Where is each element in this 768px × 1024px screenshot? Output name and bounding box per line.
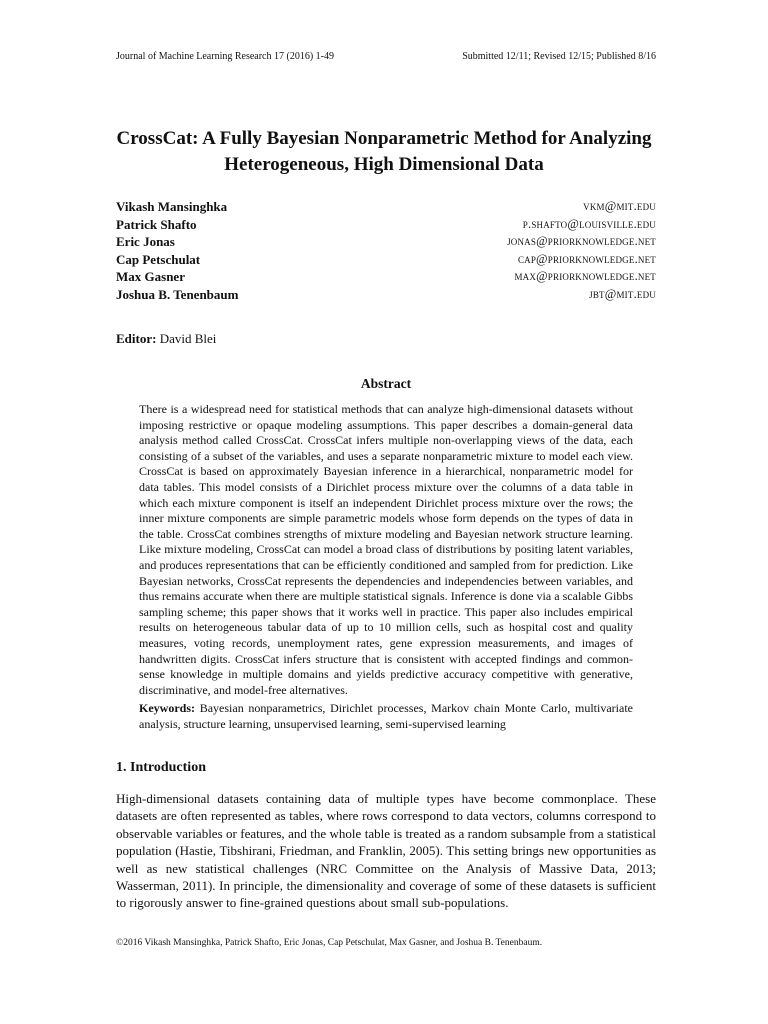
author-name: Max Gasner bbox=[116, 269, 185, 284]
abstract-text: There is a widespread need for statistical methods that can analyze high-dimensional datasets without imposing restrictive or opaque modeling assumptions. This paper describes a domain-general data analysis method called CrossCat. CrossCat infers multiple non-overlapping views of the data, each consisting of a subset of the variables, and uses a separate nonparametric mixture to model each view. CrossCat is based on approximately Bayesian inference in a hierarchical, nonparametric model for data tables. This model consists of a Dirichlet process mixture over the columns of a data table in which each mixture component is itself an independent Dirichlet process mixture over the rows; the inner mixture components are simple parametric models whose form depends on the types of data in the table. CrossCat combines strengths of mixture modeling and Bayesian network structure learning. Like mixture modeling, CrossCat can model a broad class of distributions by positing latent variables, and produces representations that can be efficiently conditioned and sampled from for prediction. Like Bayesian networks, CrossCat represents the dependencies and independencies between variables, and thus remains accurate when there are multiple statistical signals. Inference is done via a scalable Gibbs sampling scheme; this paper shows that it works well in practice. This paper also includes empirical results on heterogeneous tabular data of up to 10 million cells, such as hospital cost and quality measures, voting records, unemployment rates, gene expression measurements, and images of handwritten digits. CrossCat infers structure that is consistent with accepted findings and common-sense knowledge in multiple domains and yields predictive accuracy competitive with generative, discriminative, and model-free alternatives. bbox=[139, 402, 633, 697]
author-email: jonas@priorknowledge.net bbox=[507, 234, 656, 248]
title-line-2: Heterogeneous, High Dimensional Data bbox=[224, 154, 544, 175]
author-name: Patrick Shafto bbox=[116, 216, 197, 232]
author-row bbox=[116, 286, 656, 304]
keywords-label: Keywords: bbox=[139, 701, 195, 715]
editor-label: Editor: bbox=[116, 331, 157, 346]
author-row bbox=[116, 233, 656, 251]
author-row bbox=[116, 251, 656, 269]
introduction-text: High-dimensional datasets containing data of multiple types have become commonplace. These datasets are often represented as tables, where rows correspond to data vectors, columns correspond to observable variables or features, and the whole table is treated as a random subsample from a statistical population (Hastie, Tibshirani, Friedman, and Franklin, 2005). This setting brings new opportunities as well as new statistical challenges (NRC Committee on the Analysis of Massive Data, 2013; Wasserman, 2011). In principle, the dimensionality and coverage of some of these datasets is sufficient to rigorously answer to fine-grained questions about small sub-populations. bbox=[116, 791, 656, 911]
copyright-notice: ©2016 Vikash Mansinghka, Patrick Shafto, Eric Jonas, Cap Petschulat, Max Gasner, and Joshua B. Tenenbaum. bbox=[116, 938, 543, 948]
running-head bbox=[116, 51, 656, 62]
author-email: vkm@mit.edu bbox=[583, 199, 656, 213]
section-heading: 1. Introduction bbox=[116, 760, 206, 775]
editor-line bbox=[116, 331, 216, 347]
editor-name: David Blei bbox=[159, 331, 217, 346]
author-row bbox=[116, 198, 656, 216]
title-line-1: CrossCat: A Fully Bayesian Nonparametric Method for Analyzing bbox=[116, 128, 652, 149]
author-row bbox=[116, 216, 656, 234]
author-name: Cap Petschulat bbox=[116, 251, 201, 267]
submission-dates: Submitted 12/11; Revised 12/15; Published 8/16 bbox=[462, 51, 656, 62]
author-list bbox=[116, 198, 656, 303]
paper-title bbox=[96, 126, 672, 178]
journal-citation: Journal of Machine Learning Research 17 (2016) 1-49 bbox=[116, 51, 334, 62]
author-name: Vikash Mansinghka bbox=[116, 199, 228, 214]
author-name: Eric Jonas bbox=[116, 234, 175, 249]
keywords bbox=[139, 701, 633, 732]
keywords-text: Bayesian nonparametrics, Dirichlet processes, Markov chain Monte Carlo, multivariate analysis, structure learning, unsupervised learning, semi-supervised learning bbox=[139, 701, 633, 731]
author-email: max@priorknowledge.net bbox=[514, 269, 656, 283]
author-email: cap@priorknowledge.net bbox=[517, 251, 656, 266]
author-email: jbt@mit.edu bbox=[589, 286, 656, 301]
author-name: Joshua B. Tenenbaum bbox=[116, 286, 239, 302]
abstract-heading: Abstract bbox=[360, 376, 412, 391]
author-email: p.shafto@louisville.edu bbox=[522, 216, 656, 231]
author-row bbox=[116, 268, 656, 286]
